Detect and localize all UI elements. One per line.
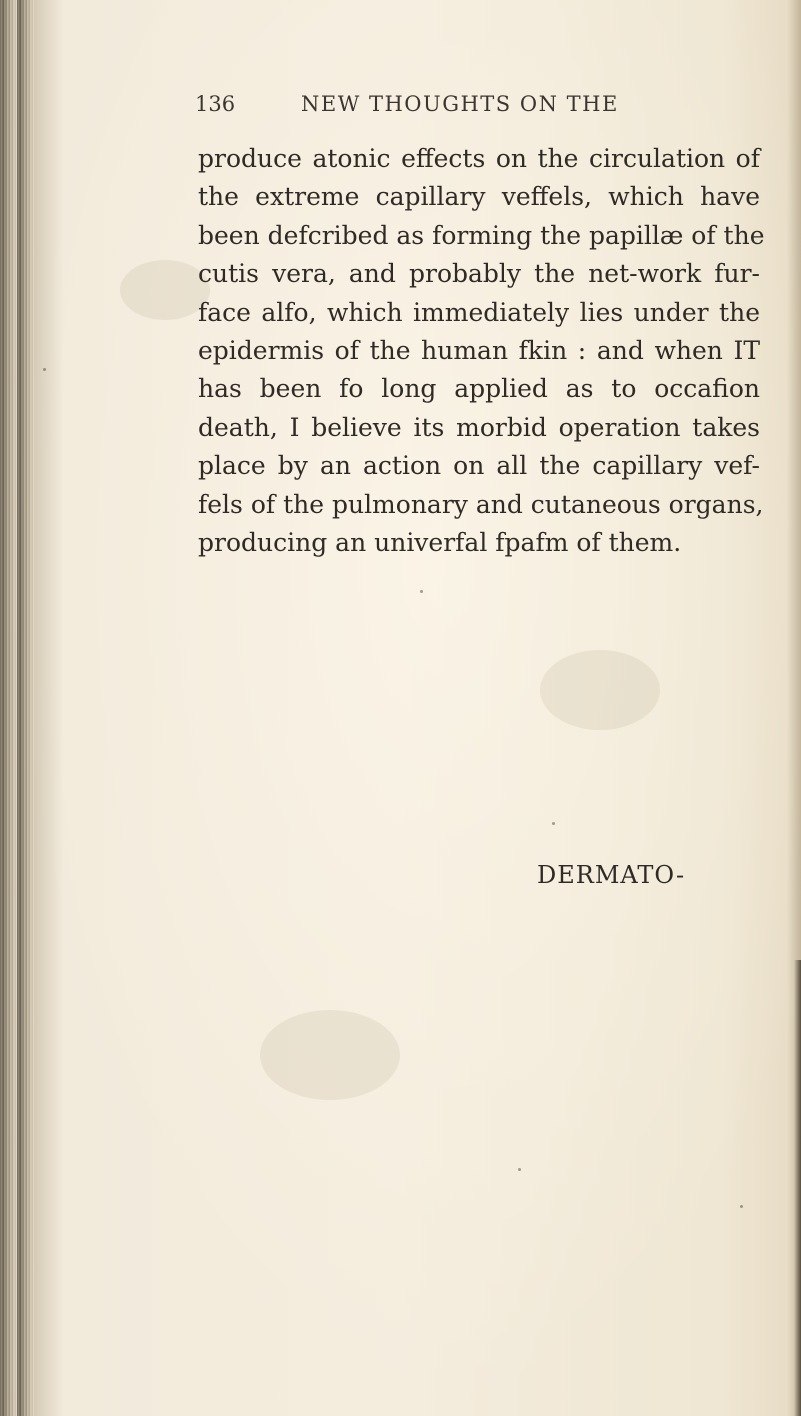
page-number: 136 — [195, 92, 236, 116]
page-edge-shadow — [794, 960, 801, 1416]
paper-speck — [740, 1205, 743, 1208]
text-line: face alfo, which immediately lies under the — [198, 297, 760, 327]
paper-speck — [43, 368, 46, 371]
paper-speck — [552, 822, 555, 825]
text-line: fels of the pulmonary and cutaneous organs, — [198, 489, 764, 519]
text-line: producing an univerfal fpafm of them. — [198, 527, 682, 557]
text-line: epidermis of the human fkin : and when IT — [198, 335, 760, 365]
binding-gutter — [0, 0, 34, 1416]
text-line: death, I believe its morbid operation takes — [198, 412, 760, 442]
text-line: the extreme capillary veffels, which have — [198, 182, 760, 212]
running-head — [195, 92, 695, 122]
paper-stain — [120, 260, 210, 320]
paper-speck — [518, 1168, 521, 1171]
paper-stain — [540, 650, 660, 730]
running-title: NEW THOUGHTS ON THE — [301, 92, 619, 116]
paper-stain — [260, 1010, 400, 1100]
text-line: been defcribed as forming the papillæ of the — [198, 220, 765, 250]
catchword: DERMATO- — [537, 861, 686, 889]
body-text — [198, 140, 765, 562]
text-line: place by an action on all the capillary vef- — [198, 451, 760, 481]
gutter-shadow — [34, 0, 64, 1416]
text-line: produce atonic effects on the circulation of — [198, 144, 760, 173]
text-line: cutis vera, and probably the net-work fur- — [198, 259, 760, 289]
paper-speck — [420, 590, 423, 593]
text-line: has been fo long applied as to occafion — [198, 374, 760, 404]
